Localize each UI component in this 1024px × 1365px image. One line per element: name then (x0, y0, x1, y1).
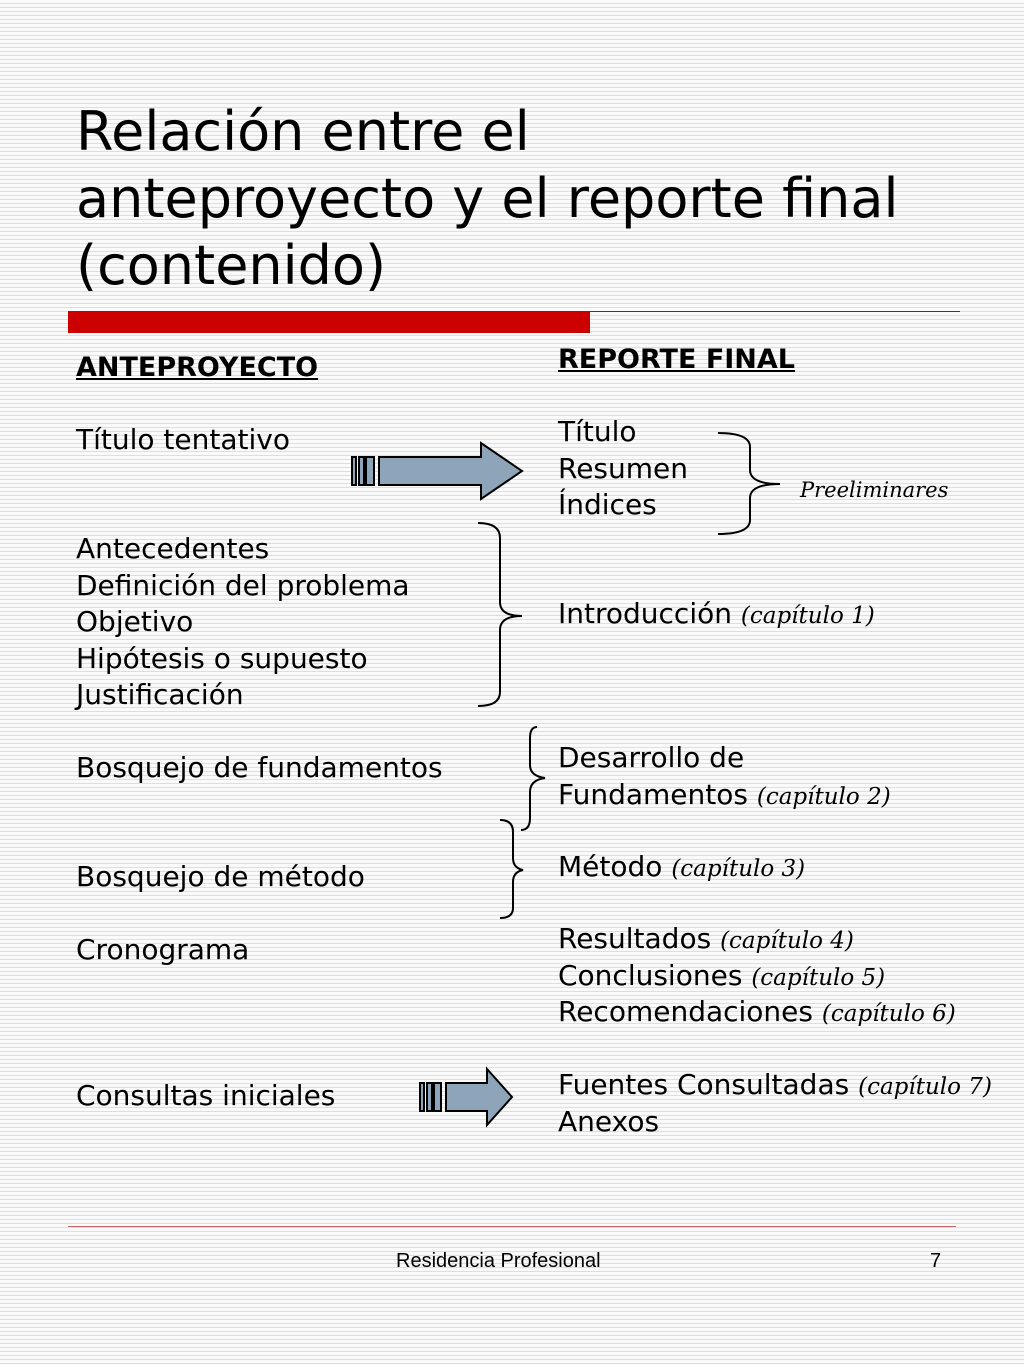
reporte-item-label: Fuentes Consultadas (558, 1068, 850, 1101)
footer-divider (68, 1226, 956, 1227)
preliminares-label: Preeliminares (800, 478, 949, 502)
reporte-item-label: Desarrollo de (558, 741, 745, 774)
anteproyecto-item: Antecedentes (76, 532, 270, 565)
page-number: 7 (930, 1250, 942, 1272)
title-line-1: Relación entre el (76, 100, 530, 163)
reporte-prelim-item: Título (558, 415, 637, 448)
reporte-item-label: Conclusiones (558, 958, 743, 992)
brace-desarrollo-icon (521, 727, 545, 830)
anteproyecto-item: Objetivo (76, 605, 194, 638)
title-line-3: (contenido) (76, 234, 387, 297)
reporte-item-label: Introducción (558, 597, 732, 630)
reporte-heading: REPORTE FINAL (558, 344, 796, 375)
reporte-prelim-item: Índices (558, 488, 657, 521)
reporte-item-label: Método (558, 850, 663, 883)
chapter-label: (capítulo 6) (821, 1001, 956, 1027)
brace-preliminares-icon (718, 433, 780, 534)
anteproyecto-heading: ANTEPROYECTO (76, 352, 319, 383)
chapter-label: (capítulo 1) (740, 603, 875, 629)
arrow-right-icon (352, 443, 522, 499)
chapter-label: (capítulo 3) (671, 856, 806, 882)
anteproyecto-item: Definición del problema (76, 568, 410, 602)
anteproyecto-cronograma: Cronograma (76, 933, 250, 966)
anteproyecto-consultas: Consultas iniciales (76, 1079, 336, 1112)
reporte-item-label: Resultados (558, 922, 712, 955)
chapter-label: (capítulo 4) (720, 928, 854, 954)
chapter-label: (capítulo 5) (751, 964, 886, 991)
anteproyecto-metodo: Bosquejo de método (76, 860, 365, 893)
anteproyecto-titulo: Título tentativo (76, 423, 290, 456)
reporte-item-label: Recomendaciones (558, 995, 813, 1028)
brace-introduccion-icon (478, 523, 522, 706)
brace-metodo-icon (500, 820, 523, 918)
anteproyecto-fundamentos: Bosquejo de fundamentos (76, 751, 443, 784)
reporte-item-label: Fundamentos (558, 777, 748, 811)
arrow-right-icon (420, 1069, 512, 1125)
reporte-prelim-item: Resumen (558, 451, 689, 485)
title-line-2: anteproyecto y el reporte final (76, 167, 899, 230)
reporte-anexos: Anexos (558, 1104, 660, 1138)
anteproyecto-item: Justificación (76, 678, 244, 711)
chapter-label: (capítulo 2) (756, 783, 891, 810)
anteproyecto-item: Hipótesis o supuesto (76, 641, 368, 675)
footer-text: Residencia Profesional (396, 1250, 601, 1272)
chapter-label: (capítulo 7) (858, 1074, 992, 1100)
